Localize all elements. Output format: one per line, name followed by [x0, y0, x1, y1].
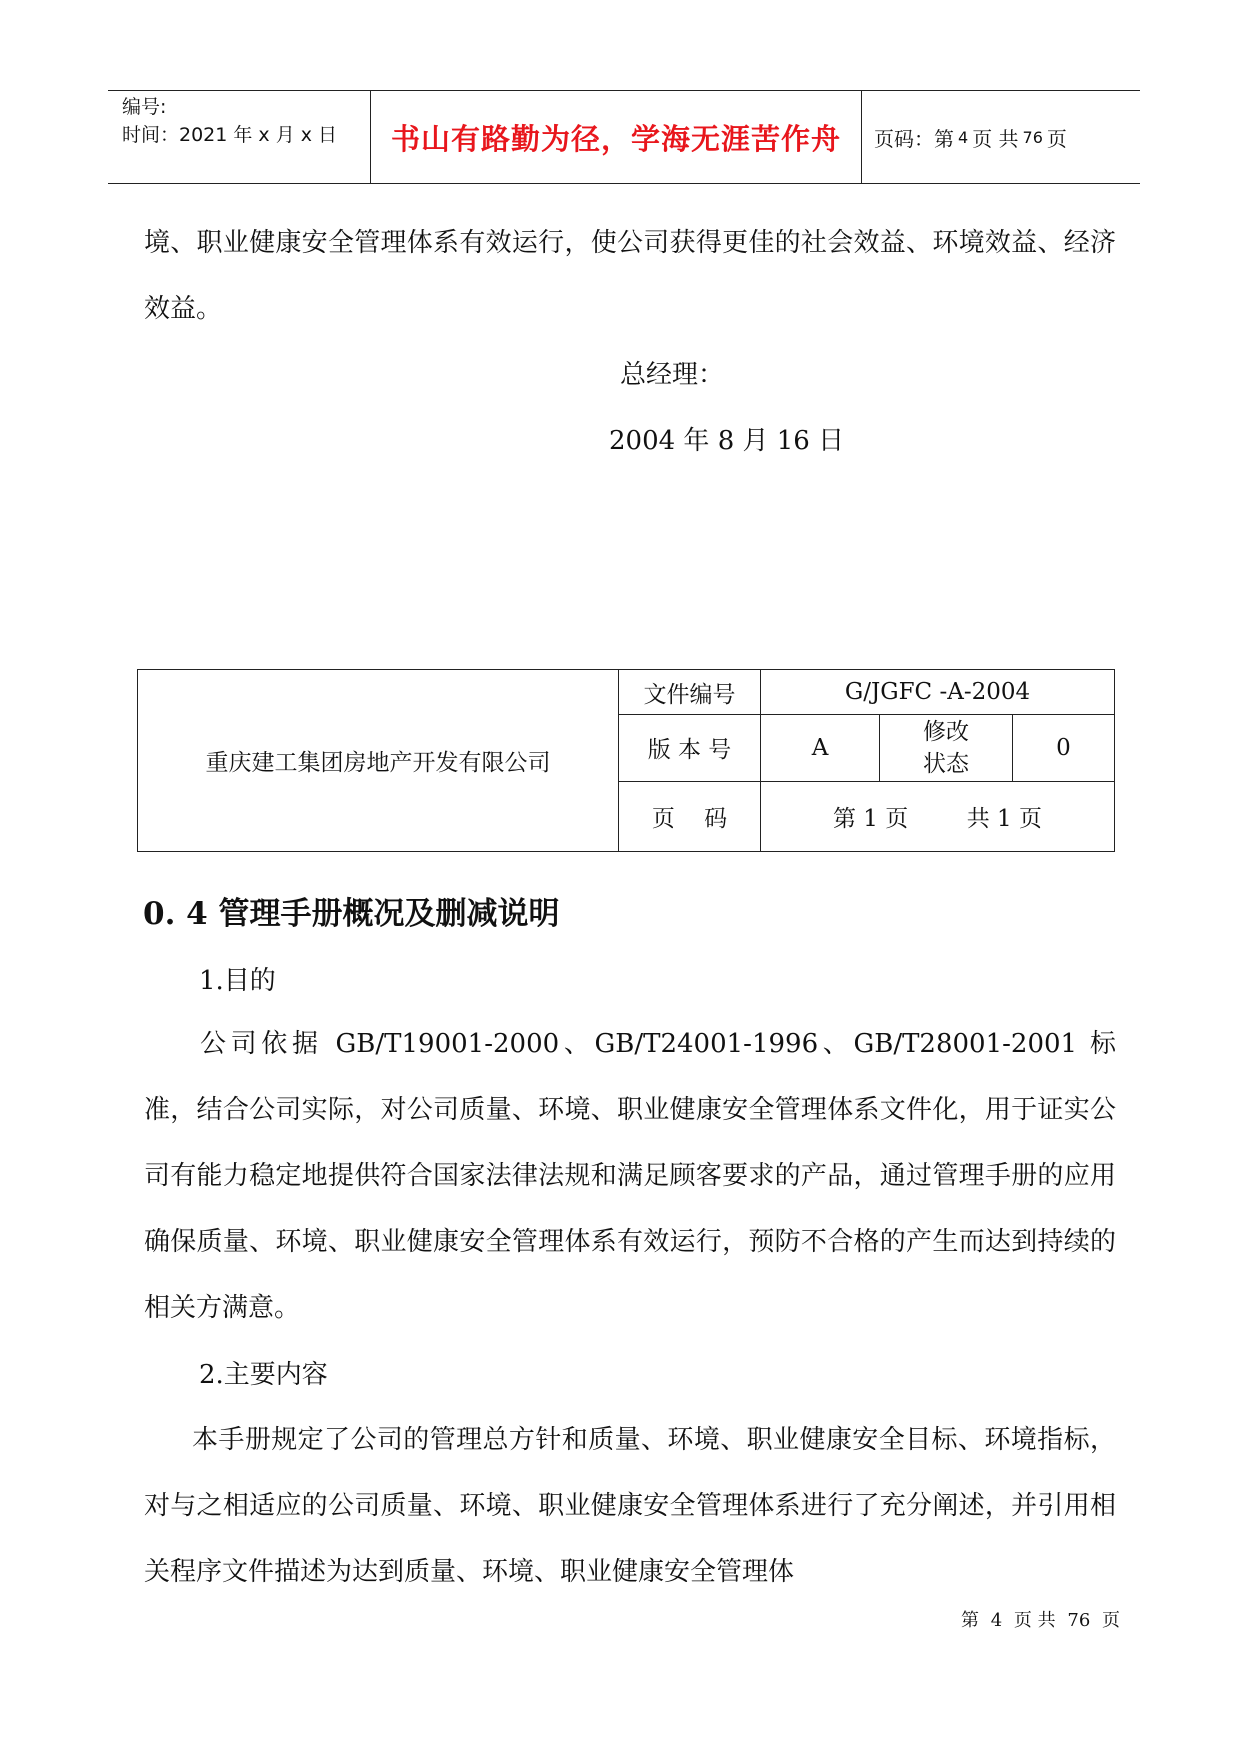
header-meta — [108, 91, 371, 183]
version-label: 版 本 号 — [619, 715, 761, 781]
page-footer — [958, 1606, 1123, 1632]
page-value: 第 1 页 共 1 页 — [761, 781, 1115, 851]
footer-total: 76 — [1067, 1610, 1091, 1631]
section-heading: 0. 4 管理手册概况及删减说明 — [143, 896, 560, 932]
purpose-paragraph: 公司依据 GB/T19001-2000、GB/T24001-1996、GB/T28001-2001 标准，结合公司实际，对公司质量、环境、职业健康安全管理体系文件化，用于证实公司有能力稳定地提供符合国家法律法规和满足顾客要求的产品，通过管理手册的应用确保质量、环境、职业健康安全管理体系有效运行，预防不合格的产生而达到持续的相关方满意。 — [144, 1029, 1116, 1323]
header-page-total: 76 — [1022, 127, 1043, 147]
revision-label-line1: 修改 — [923, 718, 969, 745]
header-page-suffix: 页 — [1046, 126, 1067, 151]
subheading-content: 2.主要内容 — [199, 1360, 328, 1390]
time-label: 时间：2021 年 x 月 x 日 — [122, 124, 338, 146]
footer-prefix: 第 — [961, 1610, 979, 1631]
header-page-current: 4 — [958, 127, 969, 147]
content-paragraph: 本手册规定了公司的管理总方针和质量、环境、职业健康安全目标、环境指标，对与之相适应的公司质量、环境、职业健康安全管理体系进行了充分阐述，并引用相关程序文件描述为达到质量、环境、职业健康安全管理体 — [144, 1425, 1116, 1587]
revision-value: 0 — [1013, 715, 1115, 781]
header-page-prefix: 页码：第 — [874, 126, 954, 151]
page-header — [108, 90, 1140, 184]
footer-suffix: 页 — [1102, 1610, 1121, 1631]
header-page-mid: 页 共 — [972, 126, 1019, 151]
footer-current: 4 — [990, 1610, 1003, 1631]
serial-label: 编号: — [122, 96, 167, 118]
doc-no-label: 文件编号 — [619, 670, 761, 715]
company-name: 重庆建工集团房地产开发有限公司 — [138, 670, 619, 852]
footer-mid: 页 共 — [1013, 1610, 1056, 1631]
version-value: A — [761, 715, 880, 781]
doc-no-value: G/JGFC -A-2004 — [761, 670, 1115, 715]
revision-label — [880, 715, 1013, 781]
signer-label: 总经理： — [620, 360, 725, 390]
document-control-table — [137, 669, 1115, 852]
page-label: 页 码 — [619, 781, 761, 851]
revision-label-line2: 状态 — [923, 750, 969, 777]
intro-paragraph: 境、职业健康安全管理体系有效运行，使公司获得更佳的社会效益、环境效益、经济效益。 — [144, 228, 1116, 324]
header-page-number — [862, 91, 1140, 183]
header-motto: 书山有路勤为径，学海无涯苦作舟 — [371, 91, 862, 183]
subheading-purpose: 1.目的 — [199, 966, 276, 996]
signature-date: 2004 年 8 月 16 日 — [609, 426, 845, 456]
